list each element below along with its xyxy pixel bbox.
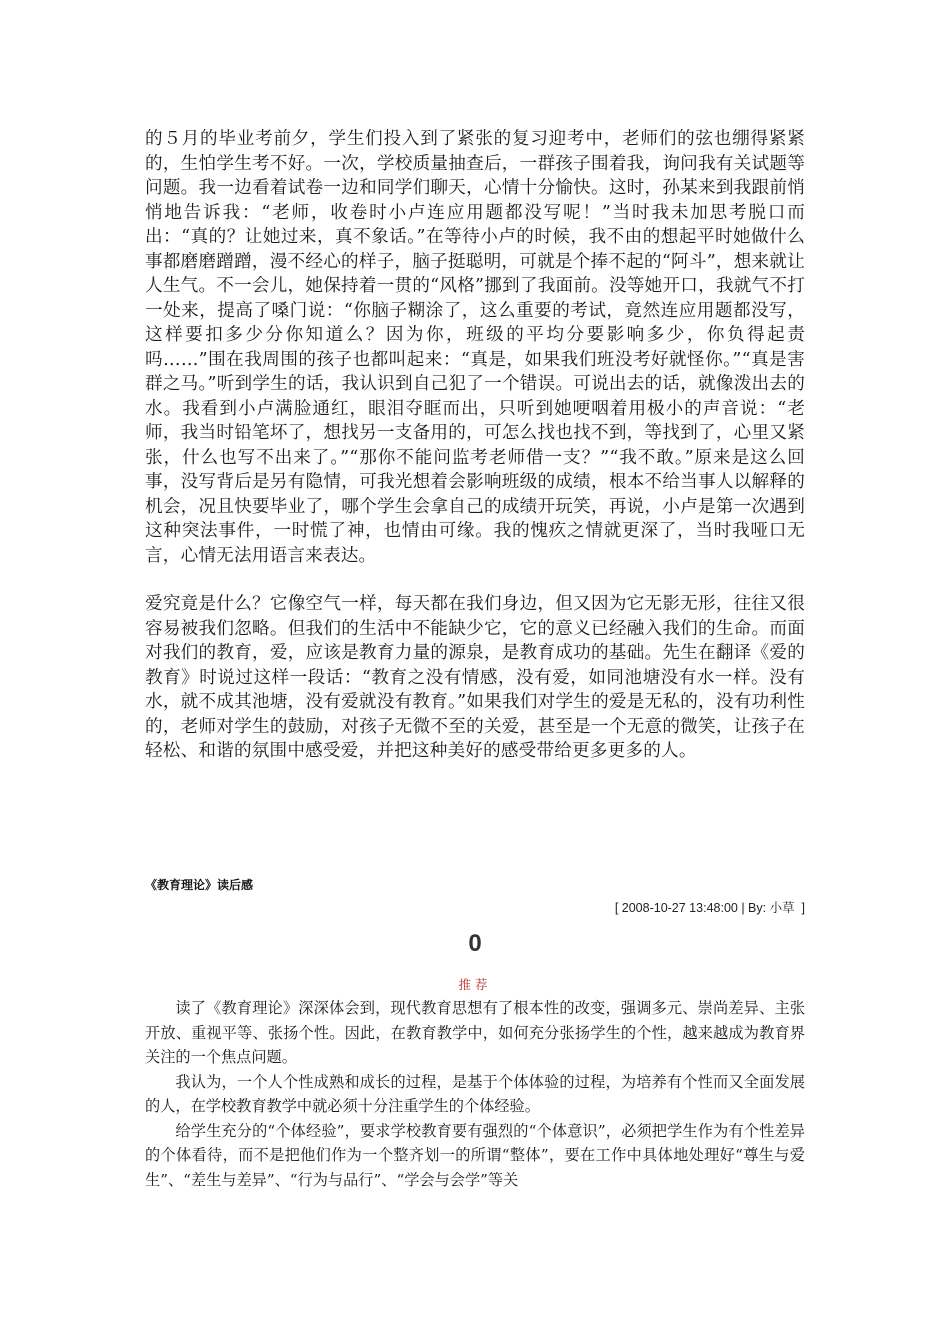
recommend-link[interactable]: 推荐 [458,977,492,992]
paragraph-spacer [145,568,805,592]
previous-article-body [145,127,805,764]
body-paragraph: 爱究竟是什么？它像空气一样，每天都在我们身边，但又因为它无影无形，往往又很容易被我们忽略。但我们的生活中不能缺少它，它的意义已经融入我们的生命。而面对我们的教育，爱，应该是教育力量的源泉，是教育成功的基础。先生在翻译《爱的教育》时说过这样一段话：“教育之没有情感，没有爱，如同池塘没有水一样。没有水，就不成其池塘，没有爱就没有教育。”如果我们对学生的爱是无私的，没有功利性的，老师对学生的鼓励，对孩子无微不至的关爱，甚至是一个无意的微笑，让孩子在轻松、和谐的氛围中感受爱，并把这种美好的感受带给更多更多的人。 [145,594,805,761]
article-paragraph: 我认为，一个人个性成熟和成长的过程，是基于个体体验的过程，为培养有个性而又全面发展的人，在学校教育教学中就必须十分注重学生的个体经验。 [145,1072,805,1115]
article-paragraph: 给学生充分的“个体经验”，要求学校教育要有强烈的“个体意识”，必须把学生作为有个性差异的个体看待，而不是把他们作为一个整齐划一的所谓“整体”，要在工作中具体地处理好“尊生与爱生”、“差生与差异”、“行为与品行”、“学会与会学”等关 [145,1121,805,1189]
article-title[interactable]: 《教育理论》读后感 [145,878,254,892]
article-body [145,996,805,1192]
body-paragraph: 的５月的毕业考前夕，学生们投入到了紧张的复习迎考中，老师们的弦也绷得紧紧的，生怕学生考不好。一次，学校质量抽查后，一群孩子围着我，询问我有关试题等问题。我一边看着试卷一边和同学们聊天，心情十分愉快。这时，孙某来到我跟前悄悄地告诉我：“老师，收卷时小卢连应用题都没写呢！”当时我未加思考脱口而出：“真的？让她过来，真不象话。”在等待小卢的时候，我不由的想起平时她做什么事都磨磨蹭蹭，漫不经心的样子，脑子挺聪明，可就是个捧不起的“阿斗”，想来就让人生气。不一会儿，她保持着一贯的“风格”挪到了我面前。没等她开口，我就气不打一处来，提高了嗓门说：“你脑子糊涂了，这么重要的考试，竟然连应用题都没写，这样要扣多少分你知道么？因为你，班级的平均分要影响多少，你负得起责吗……”围在我周围的孩子也都叫起来：“真是，如果我们班没考好就怪你。”“真是害群之马。”听到学生的话，我认识到自己犯了一个错误。可说出去的话，就像泼出去的水。我看到小卢满脸通红，眼泪夺眶而出，只听到她哽咽着用极小的声音说：“老师，我当时铅笔坏了，想找另一支备用的，可怎么找也找不到，等找到了，心里又紧张，什么也写不出来了。”“那你不能问监考老师借一支？”“我不敢。”原来是这么回事，没写背后是另有隐情，可我光想着会影响班级的成绩，根本不给当事人以解释的机会，况且快要毕业了，哪个学生会拿自己的成绩开玩笑，再说，小卢是第一次遇到这种突法事件，一时慌了神，也情由可缘。我的愧疚之情就更深了，当时我哑口无言，心情无法用语言来表达。 [145,129,805,566]
post-meta: [ 2008-10-27 13:48:00 | By: 小草 ] [614,901,805,915]
recommend-count: 0 [468,930,482,957]
article-paragraph: 读了《教育理论》深深体会到，现代教育思想有了根本性的改变，强调多元、崇尚差异、主张开放、重视平等、张扬个性。因此，在教育教学中，如何充分张扬学生的个性，越来越成为教育界关注的一个焦点问题。 [145,999,805,1066]
